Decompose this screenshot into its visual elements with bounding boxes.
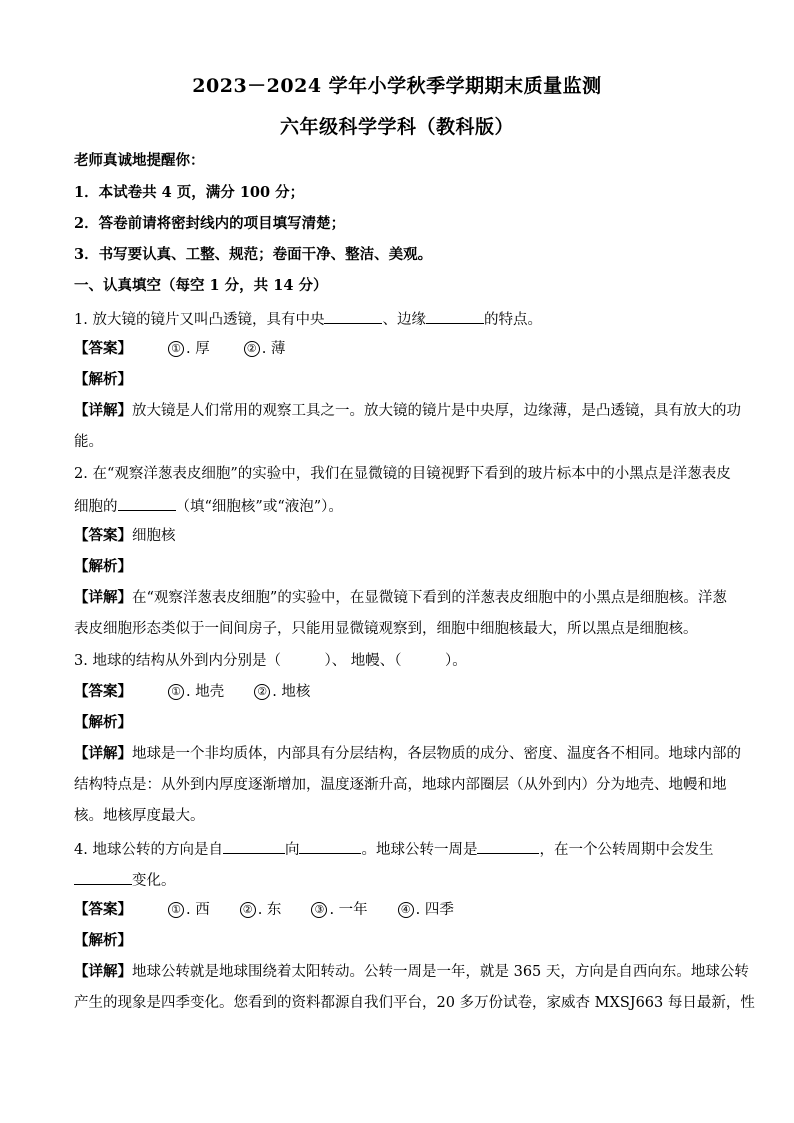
q4-blank-2	[299, 839, 361, 854]
q3-analysis-label: 【解析】	[74, 714, 132, 731]
q2-detail-2: 表皮细胞形态类似于一间间房子，只能用显微镜观察到，细胞中细胞核最大，所以黑点是细胞核。	[74, 621, 698, 637]
q2-detail-1	[74, 589, 727, 607]
q3-answer	[74, 683, 724, 701]
answer-value: . 薄	[261, 341, 286, 357]
q2-blank	[118, 496, 176, 511]
q1-detail-1	[74, 402, 741, 420]
q1-answer	[74, 340, 724, 358]
detail-text: 在“观察洋葱表皮细胞”的实验中，在显微镜下看到的洋葱表皮细胞中的小黑点是细胞核。洋葱	[132, 590, 727, 606]
q4-detail-1	[74, 963, 749, 981]
q1-blank-2	[426, 309, 484, 324]
q3-detail-3: 核。地核厚度最大。	[74, 808, 205, 824]
q2-text-a: 细胞的	[74, 499, 118, 515]
answer-value: . 地壳	[186, 684, 225, 700]
q4-text-a: 4. 地球公转的方向是自	[74, 842, 223, 858]
circled-number: ②	[244, 341, 260, 357]
q1-text-c: 的特点。	[483, 312, 542, 328]
notice-item-2: 2．答卷前请将密封线内的项目填写清楚；	[74, 215, 346, 232]
notice-item-3: 3．书写要认真、工整、规范；卷面干净、整洁、美观。	[74, 246, 433, 263]
q1-detail-2: 能。	[74, 434, 103, 450]
detail-text: 地球是一个非均质体，内部具有分层结构，各层物质的成分、密度、温度各不相同。地球内部的	[132, 746, 741, 762]
answer-value: 细胞核	[132, 528, 176, 544]
circled-number: ①	[168, 684, 184, 700]
answer-label: 【答案】	[74, 527, 132, 544]
circled-number: ②	[254, 684, 270, 700]
notice-item-1: 1．本试卷共 4 页，满分 100 分；	[74, 184, 305, 201]
detail-text: 放大镜是人们常用的观察工具之一。放大镜的镜片是中央厚，边缘薄，是凸透镜，具有放大的功	[132, 403, 741, 419]
answer-value: . 一年	[329, 902, 368, 918]
detail-label: 【详解】	[74, 402, 132, 419]
question-2-line-1: 2. 在“观察洋葱表皮细胞”的实验中，我们在显微镜的目镜视野下看到的玻片标本中的小黑点是洋葱表皮	[74, 466, 731, 482]
circled-number: ④	[398, 902, 414, 918]
answer-label: 【答案】	[74, 340, 132, 357]
q1-analysis-label: 【解析】	[74, 371, 132, 388]
q4-answer	[74, 901, 724, 919]
circled-number: ①	[168, 341, 184, 357]
q2-answer	[74, 527, 724, 545]
answer-value: . 西	[186, 902, 210, 918]
question-4-line-2	[74, 870, 724, 890]
q3-detail-2: 结构特点是：从外到内厚度逐渐增加，温度逐渐升高，地球内部圈层（从外到内）分为地壳、地幔和地	[74, 777, 727, 793]
q2-text-b: （填“细胞核”或“液泡”）。	[175, 499, 343, 515]
exam-title: 2023－2024 学年小学秋季学期期末质量监测	[192, 75, 602, 97]
question-4-line-1	[74, 839, 724, 859]
answer-label: 【答案】	[74, 901, 132, 918]
exam-subtitle: 六年级科学学科（教科版）	[279, 116, 514, 138]
q1-text-a: 1. 放大镜的镜片又叫凸透镜，具有中央	[74, 312, 325, 328]
detail-label: 【详解】	[74, 963, 132, 980]
q4-text-c: 。地球公转一周是	[361, 842, 478, 858]
question-3: 3. 地球的结构从外到内分别是（ ）、 地幔、（ ）。	[74, 653, 467, 669]
q4-blank-3	[477, 839, 539, 854]
answer-label: 【答案】	[74, 683, 132, 700]
section-heading: 一、认真填空（每空 1 分，共 14 分）	[74, 277, 328, 294]
q4-blank-1	[223, 839, 285, 854]
q4-detail-2: 产生的现象是四季变化。您看到的资料都源自我们平台，20 多万份试卷，家威杏 MXSJ663 每日最新，性	[74, 995, 755, 1011]
answer-value: . 厚	[186, 341, 210, 357]
q4-blank-4	[74, 870, 132, 885]
answer-value: . 地核	[272, 684, 311, 700]
q3-detail-1	[74, 745, 741, 763]
circled-number: ①	[168, 902, 184, 918]
circled-number: ②	[240, 902, 256, 918]
question-2-line-2	[74, 496, 724, 516]
answer-value: . 四季	[415, 902, 454, 918]
question-1	[74, 309, 724, 329]
answer-value: . 东	[257, 902, 282, 918]
q4-text-d: ，在一个公转周期中会发生	[539, 842, 714, 858]
q4-analysis-label: 【解析】	[74, 932, 132, 949]
q1-blank-1	[324, 309, 382, 324]
notice-heading: 老师真诚地提醒你：	[74, 152, 205, 169]
q1-text-b: 、边缘	[382, 312, 426, 328]
circled-number: ③	[311, 902, 327, 918]
detail-label: 【详解】	[74, 589, 132, 606]
q4-text-b: 向	[284, 842, 300, 858]
detail-text: 地球公转就是地球围绕着太阳转动。公转一周是一年，就是 365 天，方向是自西向东。地球公转	[132, 964, 749, 980]
detail-label: 【详解】	[74, 745, 132, 762]
q4-text-e: 变化。	[132, 873, 176, 889]
q2-analysis-label: 【解析】	[74, 558, 132, 575]
